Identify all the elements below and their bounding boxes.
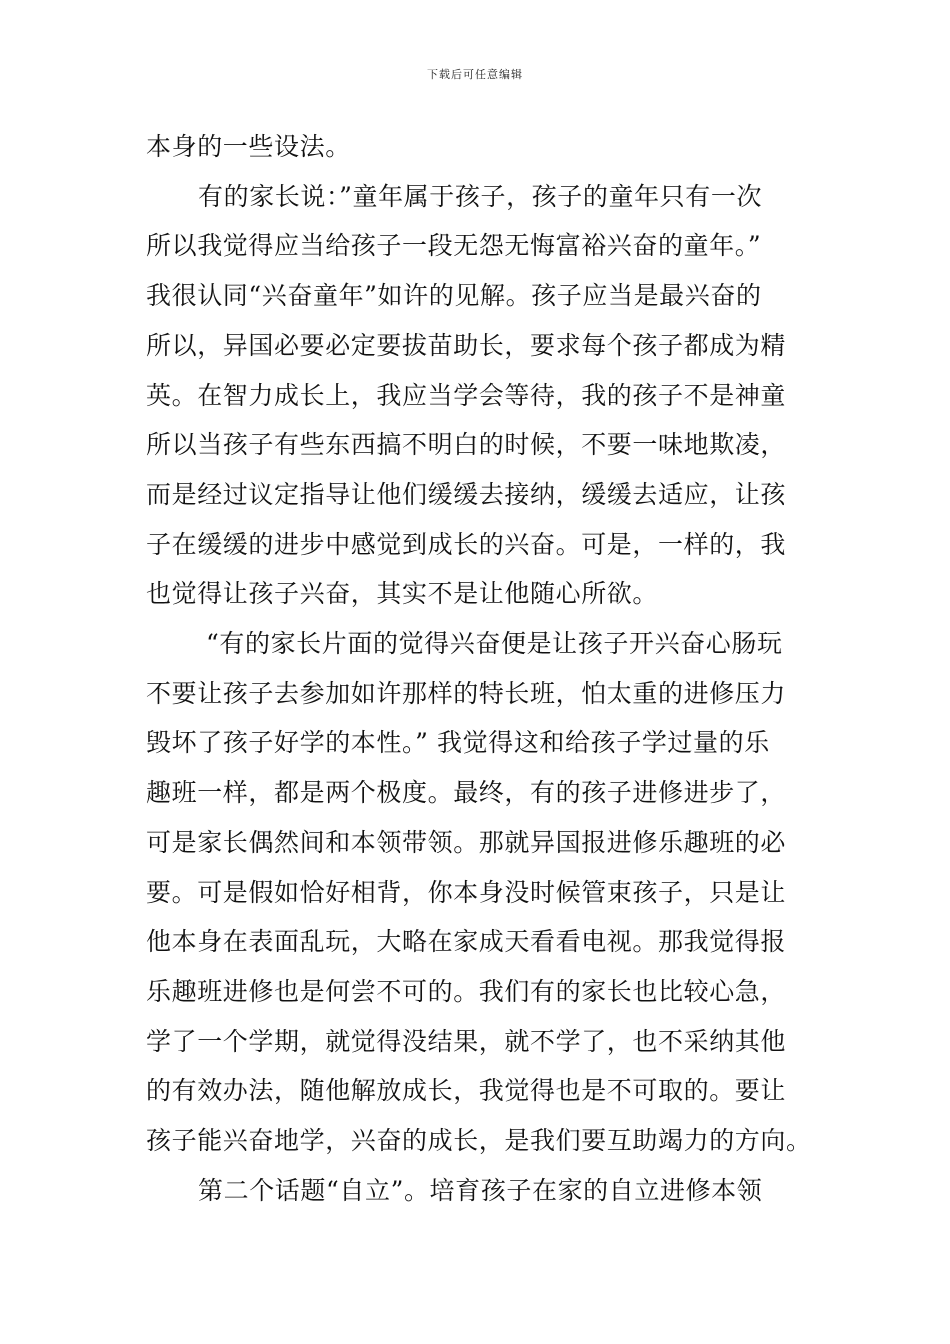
text-line: 毁坏了孩子好学的本性。” 我觉得这和给孩子学过量的乐 <box>146 728 770 758</box>
text-line: 不要让孩子去参加如许那样的特长班，怕太重的进修压力 <box>146 678 787 708</box>
text-line: 乐趣班进修也是何尝不可的。我们有的家长也比较心急， <box>146 976 787 1006</box>
text-line: 的有效办法，随他解放成长，我觉得也是不可取的。要让 <box>146 1076 787 1106</box>
text-line: 本身的一些设法。 <box>146 132 351 161</box>
text-line: 有的家长说：”童年属于孩子，孩子的童年只有一次 <box>198 181 763 211</box>
text-line: 可是家长偶然间和本领带领。那就异国报进修乐趣班的必 <box>146 827 787 857</box>
text-line: 英。在智力成长上，我应当学会等待，我的孩子不是神童 <box>146 380 787 410</box>
text-line: 孩子能兴奋地学，兴奋的成长，是我们要互助竭力的方向。 <box>146 1126 812 1155</box>
text-line: 学了一个学期，就觉得没结果，就不学了，也不采纳其他 <box>146 1026 787 1056</box>
text-line: 所以我觉得应当给孩子一段无怨无悔富裕兴奋的童年。” <box>146 231 762 261</box>
text-line: 第二个话题“自立”。培育孩子在家的自立进修本领 <box>198 1175 763 1205</box>
text-line: 趣班一样，都是两个极度。最终，有的孩子进修进步了， <box>146 778 787 808</box>
text-line: 也觉得让孩子兴奋，其实不是让他随心所欲。 <box>146 579 659 609</box>
text-line: “有的家长片面的觉得兴奋便是让孩子开兴奋心肠玩 <box>206 629 783 658</box>
text-line: 他本身在表面乱玩，大略在家成天看看电视。那我觉得报 <box>146 927 787 957</box>
text-line: 而是经过议定指导让他们缓缓去接纳，缓缓去适应，让孩 <box>146 479 787 509</box>
text-line: 子在缓缓的进步中感觉到成长的兴奋。可是，一样的，我 <box>146 529 787 559</box>
text-line: 所以，异国必要必定要拔苗助长，要求每个孩子都成为精 <box>146 330 787 360</box>
text-line: 我很认同“兴奋童年”如许的见解。孩子应当是最兴奋的 <box>146 281 762 311</box>
page-header: 下载后可任意编辑 <box>427 68 523 81</box>
text-line: 所以当孩子有些东西搞不明白的时候，不要一味地欺凌， <box>146 430 787 460</box>
text-line: 要。可是假如恰好相背，你本身没时候管束孩子，只是让 <box>146 877 787 907</box>
